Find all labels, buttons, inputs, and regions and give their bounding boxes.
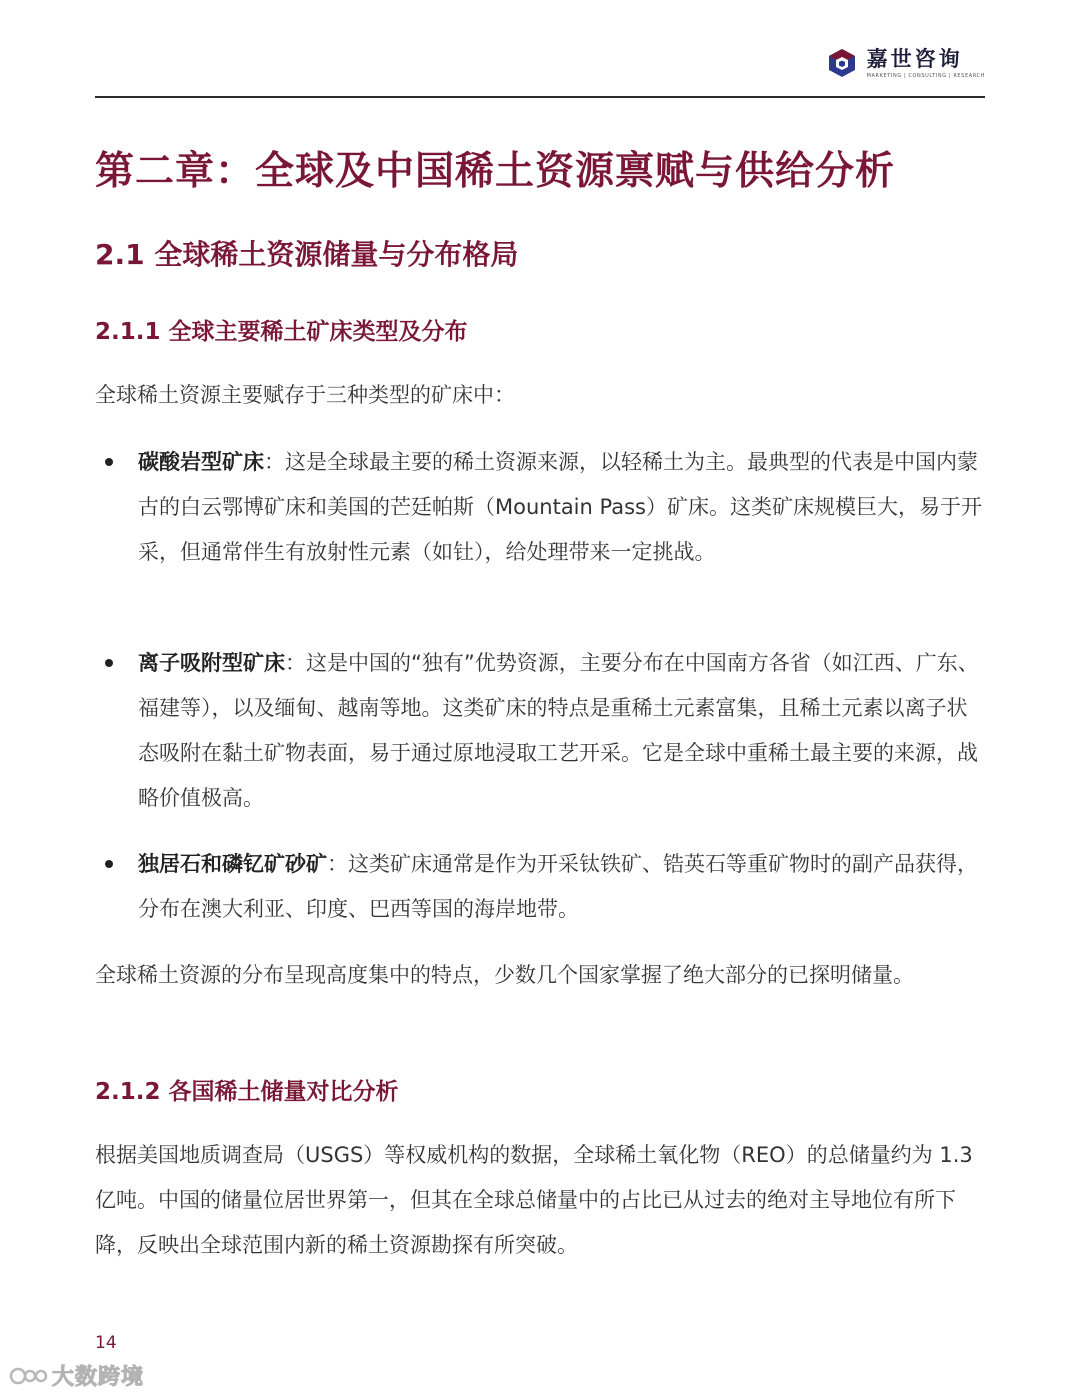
brand (825, 46, 985, 80)
list-item (95, 641, 985, 821)
brand-name: 嘉世咨询 (866, 47, 963, 71)
bullet-text: ：这类矿床通常是作为开采钛铁矿、锆英石等重矿物时的副产品获得，分布在澳大利亚、印度、巴西等国的海岸地带。 (138, 852, 978, 921)
bullet-icon (105, 659, 113, 667)
watermark-text: 大数跨境 (52, 1365, 145, 1390)
list-item (95, 842, 985, 932)
section-title: 2.1 全球稀土资源储量与分布格局 (95, 238, 519, 271)
brand-tagline: MARKETING | CONSULTING | RESEARCH (866, 73, 985, 79)
bullet-term: 独居石和磷钇矿砂矿 (138, 852, 327, 876)
reserves-paragraph: 根据美国地质调查局（USGS）等权威机构的数据，全球稀土氧化物（REO）的总储量约为 1.3 亿吨。中国的储量位居世界第一，但其在全球总储量中的占比已从过去的绝对主导地位有所下降，反映出全球范围内新的稀土资源勘探有所突破。 (95, 1143, 973, 1257)
bullet-term: 碳酸岩型矿床 (138, 450, 264, 474)
intro-paragraph: 全球稀土资源主要赋存于三种类型的矿床中： (95, 383, 515, 407)
chapter-title: 第二章：全球及中国稀土资源禀赋与供给分析 (95, 149, 896, 194)
subsection-title-2-1-2: 2.1.2 各国稀土储量对比分析 (95, 1079, 399, 1105)
subsection-title-2-1-1: 2.1.1 全球主要稀土矿床类型及分布 (95, 319, 468, 345)
brand-logo-icon (825, 46, 859, 80)
closing-paragraph: 全球稀土资源的分布呈现高度集中的特点，少数几个国家掌握了绝大部分的已探明储量。 (95, 963, 914, 987)
page-number: 14 (95, 1333, 117, 1353)
watermark (8, 1360, 144, 1391)
bullet-icon (105, 458, 113, 466)
bullet-text: ：这是中国的“独有”优势资源，主要分布在中国南方各省（如江西、广东、福建等），以及缅甸、越南等地。这类矿床的特点是重稀土元素富集，且稀土元素以离子状态吸附在黏土矿物表面，易于通过原地浸取工艺开采。它是全球中重稀土最主要的来源，战略价值极高。 (138, 651, 979, 810)
bullet-text: ：这是全球最主要的稀土资源来源，以轻稀土为主。最典型的代表是中国内蒙古的白云鄂博矿床和美国的芒廷帕斯（Mountain Pass）矿床。这类矿床规模巨大，易于开采，但通常伴生有放射性元素（如钍），给处理带来一定挑战。 (138, 450, 982, 564)
bullet-icon (105, 860, 113, 868)
page-header (95, 40, 985, 98)
list-item (95, 440, 985, 575)
watermark-logo-icon (8, 1363, 50, 1389)
bullet-term: 离子吸附型矿床 (138, 651, 285, 675)
